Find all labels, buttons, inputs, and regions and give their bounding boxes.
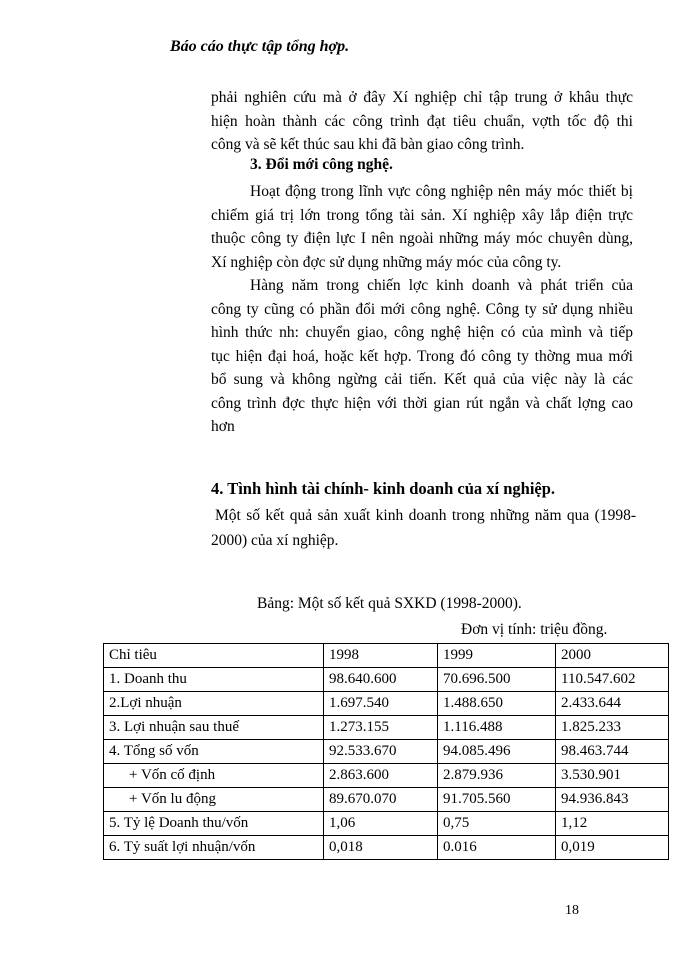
section-heading-finance: 4. Tình hình tài chính- kinh doanh của xí nghiệp. (211, 479, 556, 498)
table-caption: Bảng: Một số kết quả SXKD (1998-2000). (257, 595, 522, 612)
table-cell: 4. Tổng số vốn (104, 740, 324, 764)
table-header-cell: 2000 (556, 644, 669, 668)
paragraph-line: công ty cũng có phần đổi mới công nghệ. Công ty sử dụng nhiều (211, 300, 633, 318)
table-cell: 94.085.496 (438, 740, 556, 764)
table-cell: 0.016 (438, 836, 556, 860)
table-row (104, 668, 669, 692)
table-cell: 2.433.644 (556, 692, 669, 716)
table-cell: 89.670.070 (324, 788, 438, 812)
table-cell: + Vốn cố định (104, 764, 324, 788)
table-cell: 0,75 (438, 812, 556, 836)
paragraph-finance (211, 503, 636, 553)
paragraph-line: chiếm giá trị lớn trong tổng tài sản. Xí nghiệp xây lắp điện trực (211, 206, 633, 224)
table-cell: 5. Tỷ lệ Doanh thu/vốn (104, 812, 324, 836)
table-row (104, 740, 669, 764)
paragraph-line: hình thức nh: chuyển giao, công nghệ hiện có của mình và tiếp (211, 324, 633, 341)
table-cell: 98.640.600 (324, 668, 438, 692)
page-number: 18 (565, 903, 579, 918)
paragraph-line: bổ sung và không ngừng cải tiến. Kết quả của việc này là các (211, 371, 633, 388)
results-table (103, 643, 669, 860)
table-cell: 2.863.600 (324, 764, 438, 788)
paragraph-line: thuộc công ty điện lực I nên ngoài những máy móc chuyên dùng, (211, 230, 633, 247)
table-cell: 110.547.602 (556, 668, 669, 692)
table-cell: 2.Lợi nhuận (104, 692, 324, 716)
table-cell: 1.697.540 (324, 692, 438, 716)
table-cell: 92.533.670 (324, 740, 438, 764)
document-header: Báo cáo thực tập tổng hợp. (170, 38, 350, 55)
table-cell: 0,018 (324, 836, 438, 860)
table-row (104, 812, 669, 836)
table-header-row (104, 644, 669, 668)
table-cell: 1.273.155 (324, 716, 438, 740)
table-cell: 1.488.650 (438, 692, 556, 716)
table-row (104, 716, 669, 740)
table-cell: + Vốn lu động (104, 788, 324, 812)
paragraph-line: hiện hoàn thành các công trình đạt tiêu chuẩn, vợth tốc độ thi (211, 112, 633, 130)
paragraph-line: tục hiện đại hoá, hoặc kết hợp. Trong đó công ty thờng mua mới (211, 347, 633, 365)
paragraph-line: 2000) của xí nghiệp. (211, 532, 339, 549)
paragraph-intro (211, 86, 633, 157)
paragraph-line: Xí nghiệp còn đợc sử dụng những máy móc của công ty. (211, 253, 562, 271)
table-cell: 1.116.488 (438, 716, 556, 740)
table-cell: 98.463.744 (556, 740, 669, 764)
paragraph-line: hơn (211, 418, 235, 435)
table-row (104, 836, 669, 860)
table-cell: 3. Lợi nhuận sau thuế (104, 716, 324, 740)
paragraph-line: công và sẽ kết thúc sau khi đã bàn giao công trình. (211, 136, 525, 153)
table-cell: 1.825.233 (556, 716, 669, 740)
table-cell: 6. Tỷ suất lợi nhuận/vốn (104, 836, 324, 860)
table-row (104, 692, 669, 716)
table-row (104, 764, 669, 788)
paragraph-technology-1 (211, 180, 633, 274)
section-heading-technology: 3. Đổi mới công nghệ. (250, 156, 393, 173)
table-cell: 94.936.843 (556, 788, 669, 812)
table-cell: 0,019 (556, 836, 669, 860)
paragraph-line: Hàng năm trong chiến lợc kinh doanh và phát triển của (250, 277, 633, 294)
table-cell: 1,06 (324, 812, 438, 836)
paragraph-line: công trình đợc thực hiện với thời gian rút ngắn và chất lợng cao (211, 394, 633, 412)
table-cell: 70.696.500 (438, 668, 556, 692)
paragraph-line: Hoạt động trong lĩnh vực công nghiệp nên máy móc thiết bị (250, 183, 633, 200)
table-cell: 1,12 (556, 812, 669, 836)
table-unit: Đơn vị tính: triệu đồng. (461, 621, 608, 638)
paragraph-line: phải nghiên cứu mà ở đây Xí nghiệp chỉ tập trung ở khâu thực (211, 89, 633, 106)
table-header-cell: 1998 (324, 644, 438, 668)
table-header-cell: 1999 (438, 644, 556, 668)
table-cell: 91.705.560 (438, 788, 556, 812)
table-cell: 3.530.901 (556, 764, 669, 788)
table-cell: 1. Doanh thu (104, 668, 324, 692)
table-cell: 2.879.936 (438, 764, 556, 788)
table-row (104, 788, 669, 812)
paragraph-line: Một số kết quả sản xuất kinh doanh trong những năm qua (1998- (215, 507, 636, 524)
table-header-cell: Chỉ tiêu (104, 644, 324, 668)
paragraph-technology-2 (211, 274, 633, 439)
